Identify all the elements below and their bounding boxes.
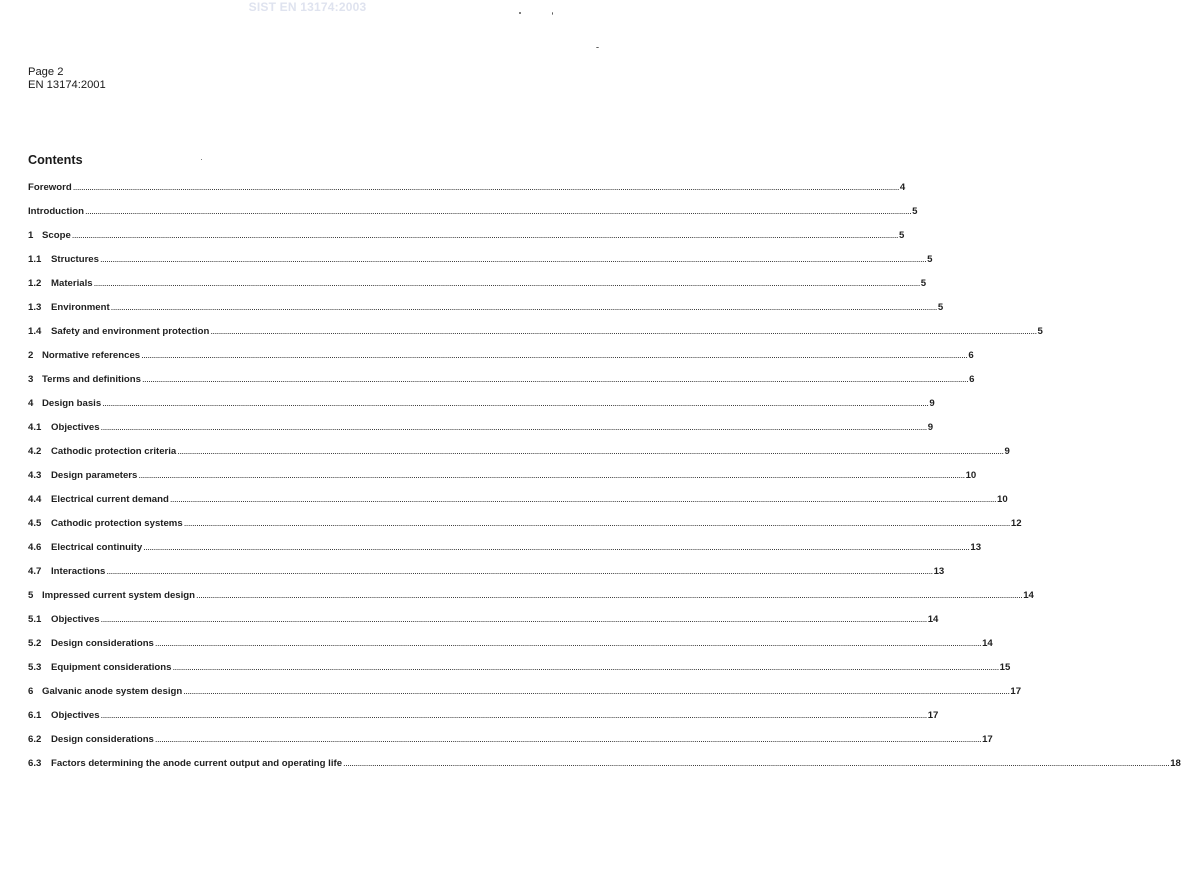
- toc-entry-page: 14: [1023, 590, 1034, 601]
- toc-entry-number: 4.3: [28, 470, 42, 481]
- toc-entry-title: Electrical current demand: [51, 494, 169, 505]
- toc-entry-title: Cathodic protection systems: [51, 518, 183, 529]
- toc-entry-page: 5: [937, 302, 944, 313]
- toc-entry: [28, 182, 906, 206]
- toc-leader-dots: ................................................................................................................................................................................................................................................................................................................................................................................................................: [141, 350, 968, 361]
- toc-entry-page: 17: [1010, 686, 1022, 697]
- toc-entry-title: Impressed current system design: [42, 590, 196, 601]
- toc-entry-label: [28, 758, 342, 769]
- toc-entry-title: Safety and environment protection: [51, 326, 210, 337]
- toc-entry: [28, 494, 1008, 518]
- toc-leader-dots: ................................................................................................................................................................................................................................................................................................................................................................................................................: [183, 518, 1010, 529]
- toc-entry-number: 5.2: [28, 638, 42, 649]
- toc-entry-title: Scope: [42, 230, 71, 241]
- page-number: Page 2: [28, 66, 64, 78]
- toc-entry-label: [28, 494, 169, 505]
- toc-entry-label: [28, 638, 154, 649]
- toc-leader-dots: ................................................................................................................................................................................................................................................................................................................................................................................................................: [102, 398, 929, 409]
- toc-entry-page: 12: [1010, 518, 1022, 529]
- toc-entry-number: 5: [28, 590, 34, 601]
- toc-entry-number: 6.1: [28, 710, 42, 721]
- toc-entry: [28, 278, 927, 302]
- toc-entry-label: [28, 278, 93, 289]
- toc-entry-title: Materials: [51, 278, 93, 289]
- toc-entry-page: 5: [920, 278, 927, 289]
- toc-entry-label: [28, 470, 137, 481]
- toc-entry-title: Design basis: [42, 398, 102, 409]
- toc-entry-label: [28, 590, 195, 601]
- toc-entry: [28, 230, 905, 254]
- toc-entry-number: 4.2: [28, 446, 42, 457]
- toc-entry-number: 6.2: [28, 734, 42, 745]
- toc-entry: [28, 470, 977, 494]
- toc-entry-number: 5.1: [28, 614, 42, 625]
- toc-leader-dots: ................................................................................................................................................................................................................................................................................................................................................................................................................: [183, 686, 1010, 697]
- toc-entry-page: 17: [927, 710, 939, 721]
- toc-entry: [28, 662, 1011, 686]
- toc-entry-title: Galvanic anode system design: [42, 686, 183, 697]
- toc-entry: [28, 614, 939, 638]
- toc-entry-title: Normative references: [42, 350, 141, 361]
- toc-entry-page: 5: [898, 230, 905, 241]
- toc-entry: [28, 254, 933, 278]
- toc-entry-page: 5: [1037, 326, 1043, 337]
- toc-leader-dots: ................................................................................................................................................................................................................................................................................................................................................................................................................: [93, 278, 920, 289]
- toc-entry: [28, 206, 918, 230]
- toc-entry-page: 5: [927, 254, 933, 265]
- toc-entry-page: 14: [982, 638, 993, 649]
- toc-entry-title: Structures: [51, 254, 99, 265]
- toc-leader-dots: ................................................................................................................................................................................................................................................................................................................................................................................................................: [84, 206, 912, 217]
- toc-entry-label: [28, 518, 183, 529]
- toc-leader-dots: ................................................................................................................................................................................................................................................................................................................................................................................................................: [154, 638, 982, 649]
- toc-entry-title: Factors determining the anode current output and operating life: [51, 758, 343, 769]
- toc-leader-dots: ................................................................................................................................................................................................................................................................................................................................................................................................................: [172, 662, 999, 673]
- toc-entry: [28, 302, 944, 326]
- toc-entry-label: [28, 734, 154, 745]
- toc-entry-label: [28, 686, 182, 697]
- toc-entry-label: [28, 302, 110, 313]
- toc-leader-dots: ................................................................................................................................................................................................................................................................................................................................................................................................................: [343, 758, 1170, 769]
- toc-entry-number: 2: [28, 350, 34, 361]
- toc-entry: [28, 542, 982, 566]
- toc-leader-dots: ................................................................................................................................................................................................................................................................................................................................................................................................................: [72, 182, 899, 193]
- toc-leader-dots: ................................................................................................................................................................................................................................................................................................................................................................................................................: [110, 302, 937, 313]
- scan-speck: [519, 12, 521, 14]
- toc-entry-number: 1.2: [28, 278, 42, 289]
- toc-entry-page: 9: [1004, 446, 1010, 457]
- toc-entry-page: 10: [997, 494, 1008, 505]
- toc-entry-title: Objectives: [51, 710, 100, 721]
- toc-entry-number: 3: [28, 374, 34, 385]
- contents-title: Contents: [28, 153, 83, 167]
- scan-speck: [201, 159, 202, 160]
- toc-entry: [28, 326, 1043, 350]
- toc-entry-label: [28, 398, 101, 409]
- toc-entry-page: 5: [912, 206, 918, 217]
- toc-entry-number: 6: [28, 686, 34, 697]
- toc-entry-label: [28, 422, 100, 433]
- toc-entry-label: [28, 230, 71, 241]
- toc-entry: [28, 686, 1022, 710]
- watermark: SIST EN 13174:2003: [248, 0, 367, 14]
- toc-entry: [28, 374, 975, 398]
- toc-leader-dots: ................................................................................................................................................................................................................................................................................................................................................................................................................: [138, 470, 965, 481]
- toc-entry: [28, 710, 939, 734]
- toc-entry-label: [28, 374, 141, 385]
- toc-entry-number: 4.4: [28, 494, 42, 505]
- toc-entry-title: Cathodic protection criteria: [51, 446, 177, 457]
- scan-speck: [552, 12, 553, 15]
- toc-entry-page: 9: [929, 398, 935, 409]
- toc-entry-label: [28, 446, 176, 457]
- toc-entry-label: [28, 254, 99, 265]
- toc-leader-dots: ................................................................................................................................................................................................................................................................................................................................................................................................................: [177, 446, 1004, 457]
- toc-leader-dots: ................................................................................................................................................................................................................................................................................................................................................................................................................: [169, 494, 997, 505]
- toc-entry-title: Interactions: [51, 566, 106, 577]
- toc-entry-page: 17: [982, 734, 993, 745]
- toc-entry-label: [28, 542, 142, 553]
- page-header: [28, 66, 106, 92]
- toc-entry-page: 15: [999, 662, 1011, 673]
- toc-leader-dots: ................................................................................................................................................................................................................................................................................................................................................................................................................: [196, 590, 1023, 601]
- toc-entry-title: Terms and definitions: [42, 374, 141, 385]
- toc-leader-dots: ................................................................................................................................................................................................................................................................................................................................................................................................................: [100, 422, 927, 433]
- table-of-contents: [28, 182, 1181, 782]
- toc-entry-label: [28, 566, 105, 577]
- toc-entry-title: Objectives: [51, 422, 100, 433]
- standard-id: EN 13174:2001: [28, 79, 106, 91]
- toc-entry-page: 9: [927, 422, 934, 433]
- toc-entry: [28, 590, 1034, 614]
- toc-entry: [28, 518, 1022, 542]
- toc-entry: [28, 734, 993, 758]
- toc-entry: [28, 350, 974, 374]
- toc-entry-title: Design considerations: [51, 734, 154, 745]
- toc-entry-page: 14: [927, 614, 939, 625]
- scan-speck: [596, 47, 599, 48]
- toc-entry-number: 1.3: [28, 302, 42, 313]
- toc-entry-title: Electrical continuity: [51, 542, 143, 553]
- toc-entry-number: 4.7: [28, 566, 42, 577]
- toc-entry-page: 13: [933, 566, 945, 577]
- toc-entry-title: Environment: [51, 302, 110, 313]
- toc-leader-dots: ................................................................................................................................................................................................................................................................................................................................................................................................................: [71, 230, 898, 241]
- toc-entry-title: Equipment considerations: [51, 662, 172, 673]
- toc-entry-page: 6: [968, 350, 974, 361]
- toc-leader-dots: ................................................................................................................................................................................................................................................................................................................................................................................................................: [143, 542, 970, 553]
- toc-leader-dots: ................................................................................................................................................................................................................................................................................................................................................................................................................: [154, 734, 982, 745]
- toc-entry-page: 13: [970, 542, 982, 553]
- toc-leader-dots: ................................................................................................................................................................................................................................................................................................................................................................................................................: [99, 254, 927, 265]
- toc-entry-number: 5.3: [28, 662, 42, 673]
- toc-leader-dots: ................................................................................................................................................................................................................................................................................................................................................................................................................: [100, 710, 927, 721]
- toc-entry-number: 4.1: [28, 422, 42, 433]
- toc-leader-dots: ................................................................................................................................................................................................................................................................................................................................................................................................................: [100, 614, 927, 625]
- toc-entry-label: [28, 206, 84, 217]
- toc-entry: [28, 758, 1181, 782]
- toc-entry: [28, 446, 1010, 470]
- toc-entry-number: 1.1: [28, 254, 42, 265]
- toc-entry-page: 4: [899, 182, 906, 193]
- toc-entry-title: Introduction: [28, 206, 84, 217]
- toc-entry-title: Objectives: [51, 614, 100, 625]
- toc-entry: [28, 638, 993, 662]
- toc-leader-dots: ................................................................................................................................................................................................................................................................................................................................................................................................................: [141, 374, 969, 385]
- toc-entry-number: 4.6: [28, 542, 42, 553]
- toc-entry-number: 1.4: [28, 326, 42, 337]
- toc-entry-number: 1: [28, 230, 34, 241]
- toc-leader-dots: ................................................................................................................................................................................................................................................................................................................................................................................................................: [106, 566, 933, 577]
- toc-entry-label: [28, 182, 72, 193]
- toc-entry-label: [28, 350, 140, 361]
- toc-entry-page: 6: [969, 374, 975, 385]
- toc-entry-number: 4.5: [28, 518, 42, 529]
- toc-entry-label: [28, 662, 171, 673]
- toc-entry: [28, 398, 935, 422]
- toc-entry: [28, 566, 945, 590]
- toc-entry-label: [28, 614, 100, 625]
- toc-entry-label: [28, 710, 100, 721]
- toc-entry-page: 18: [1170, 758, 1181, 769]
- toc-entry-label: [28, 326, 209, 337]
- toc-leader-dots: ................................................................................................................................................................................................................................................................................................................................................................................................................: [210, 326, 1037, 337]
- toc-entry-number: 6.3: [28, 758, 42, 769]
- toc-entry-title: Design considerations: [51, 638, 154, 649]
- toc-entry-title: Design parameters: [51, 470, 138, 481]
- toc-entry-page: 10: [965, 470, 977, 481]
- toc-entry: [28, 422, 934, 446]
- toc-entry-number: 4: [28, 398, 34, 409]
- toc-entry-title: Foreword: [28, 182, 72, 193]
